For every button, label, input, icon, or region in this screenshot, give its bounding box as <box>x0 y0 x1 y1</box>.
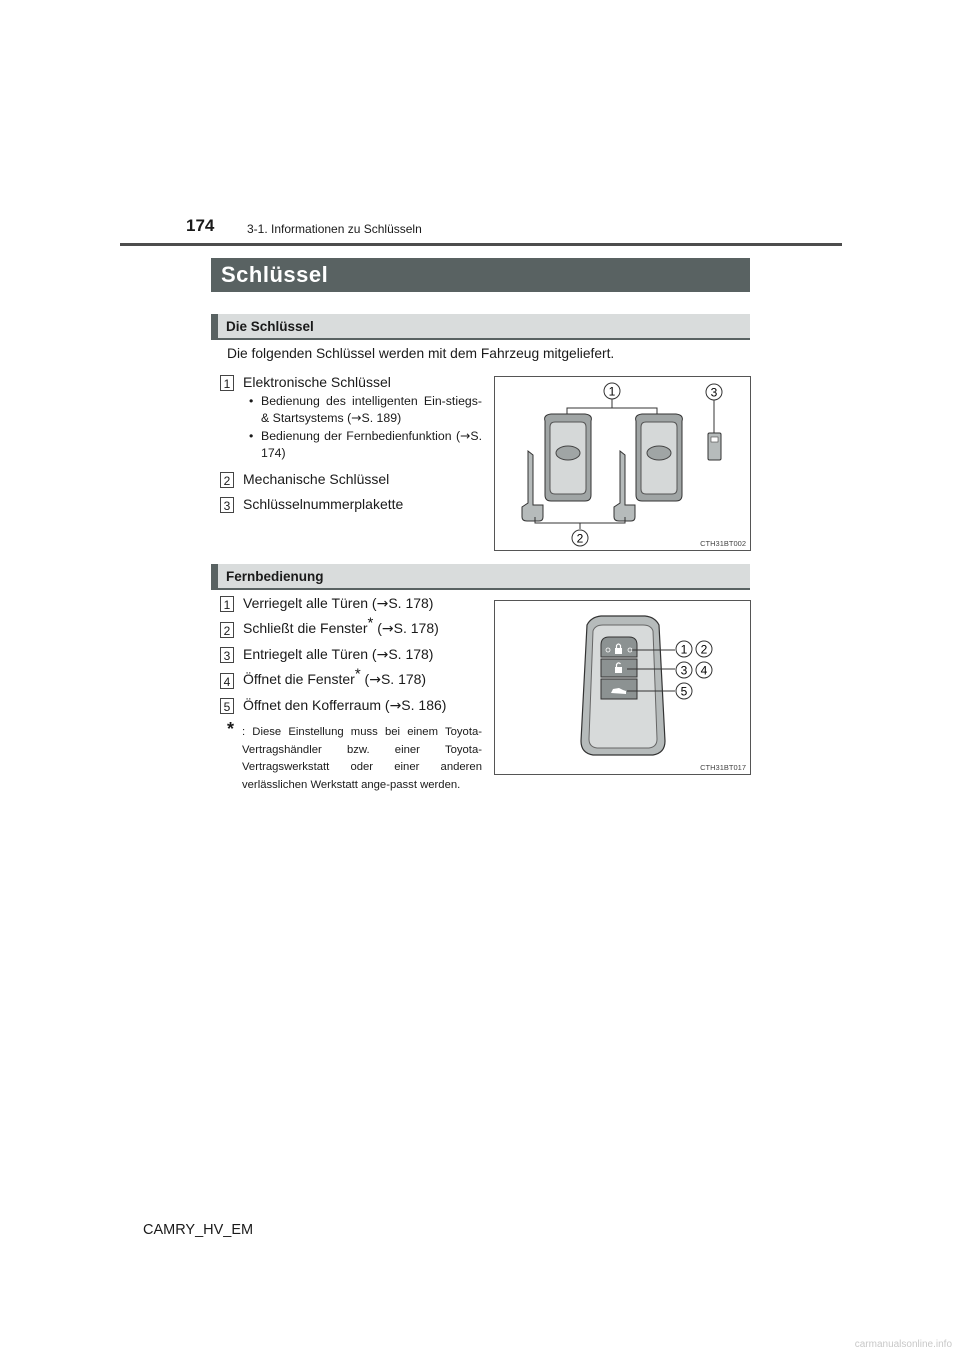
item-number-box: 1 <box>220 596 234 612</box>
section-heading-keys: Die Schlüssel <box>211 314 750 340</box>
item-lock-all-doors: Verriegelt alle Türen (→S. 178) <box>243 595 434 612</box>
bullet-list <box>247 393 482 462</box>
keys-illustration <box>495 377 750 550</box>
callout-label: 1 <box>608 384 616 399</box>
watermark: carmanualsonline.info <box>854 1339 952 1350</box>
item-unlock-all-doors: Entriegelt alle Türen (→S. 178) <box>243 646 434 663</box>
page-title: Schlüssel <box>211 258 750 292</box>
callout-label: 1 <box>680 642 688 657</box>
item-close-windows: Schließt die Fenster* (→S. 178) <box>243 614 439 637</box>
callout-label: 3 <box>680 663 688 678</box>
figure-code: CTH31BT002 <box>700 539 746 548</box>
item-mechanical-keys: Mechanische Schlüssel <box>243 471 390 487</box>
document-code: CAMRY_HV_EM <box>143 1222 254 1238</box>
footnote-text: : Diese Einstellung muss bei einem Toyota-Vertragshändler bzw. einer Toyota-Vertragswerkstatt oder einer anderen verlässlichen Werkstatt ange-passt werden. <box>242 726 482 791</box>
callout-label: 3 <box>710 385 718 400</box>
item-electronic-keys: Elektronische Schlüssel <box>243 374 391 390</box>
figure-code: CTH31BT017 <box>700 763 746 772</box>
item-number-box: 3 <box>220 647 234 663</box>
page-number: 174 <box>186 216 215 235</box>
item-open-trunk: Öffnet den Kofferraum (→S. 186) <box>243 697 447 714</box>
bullet-item: • Bedienung des intelligenten Ein-stiegs- & Startsystems (→S. 189) <box>247 393 482 427</box>
item-number-box: 4 <box>220 673 234 689</box>
callout-label: 5 <box>680 684 688 699</box>
footnote-star: * <box>227 719 235 739</box>
item-key-number-plate: Schlüsselnummerplakette <box>243 496 404 512</box>
section-heading-remote: Fernbedienung <box>211 564 750 590</box>
callout-label: 2 <box>576 531 584 546</box>
footnote <box>227 719 482 794</box>
remote-illustration <box>495 601 750 774</box>
item-number-box: 3 <box>220 497 234 513</box>
unlock-icon <box>615 667 622 673</box>
intro-text: Die folgenden Schlüssel werden mit dem Fahrzeug mitgeliefert. <box>227 346 615 361</box>
remote-figure <box>494 600 751 775</box>
item-number-box: 2 <box>220 622 234 638</box>
keys-figure <box>494 376 751 551</box>
header-rule <box>120 243 842 246</box>
callout-label: 4 <box>700 663 708 678</box>
item-number-box: 1 <box>220 375 234 391</box>
item-open-windows: Öffnet die Fenster* (→S. 178) <box>243 665 427 688</box>
callout-label: 2 <box>700 642 708 657</box>
lock-icon <box>615 648 622 654</box>
item-number-box: 2 <box>220 472 234 488</box>
section-path: 3-1. Informationen zu Schlüsseln <box>247 222 422 236</box>
item-number-box: 5 <box>220 698 234 714</box>
bullet-item: • Bedienung der Fernbedienfunktion (→S. 174) <box>247 428 482 462</box>
